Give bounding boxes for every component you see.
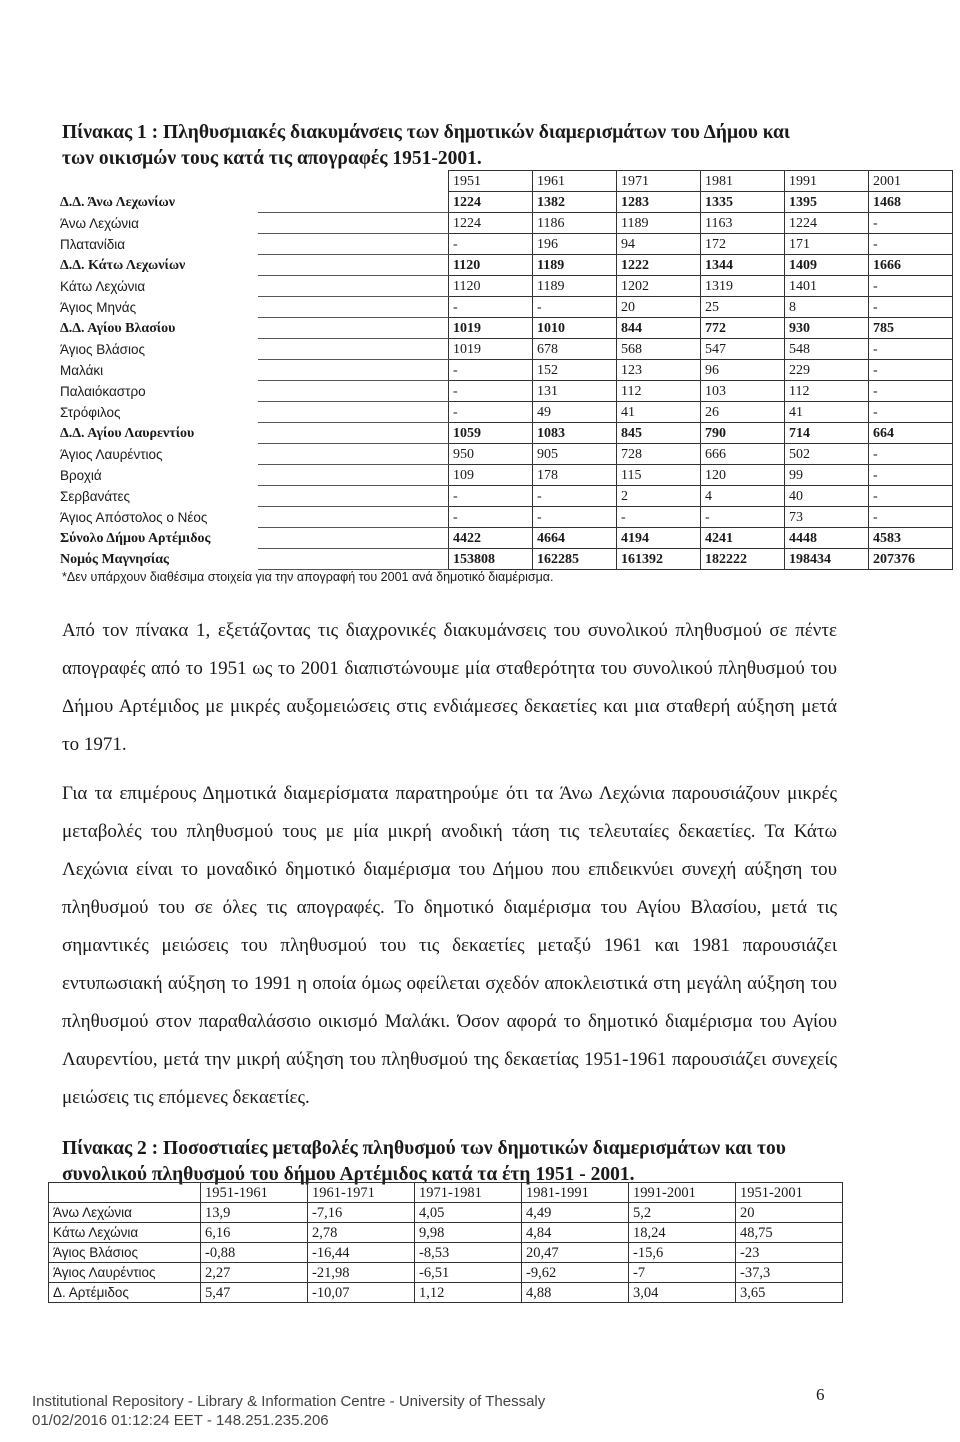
table1-value-cell: 123 xyxy=(617,360,701,381)
table1-row-label: Στρόφιλος xyxy=(60,405,121,420)
table1-value-cell: - xyxy=(449,402,533,423)
table1-value-cell: 131 xyxy=(533,381,617,402)
population-table xyxy=(60,170,953,570)
table1-value-cell: 207376 xyxy=(869,549,953,570)
table2-row xyxy=(49,1283,843,1303)
table2-value-cell: 20,47 xyxy=(522,1243,629,1263)
table1-value-cell: - xyxy=(869,444,953,465)
table1-row-label: Μαλάκι xyxy=(60,363,104,378)
table1-value-cell: 4 xyxy=(701,486,785,507)
table1-value-cell: 112 xyxy=(617,381,701,402)
table1-value-cell: 96 xyxy=(701,360,785,381)
table1-value-cell: 930 xyxy=(785,318,869,339)
table1-value-cell: 1120 xyxy=(449,276,533,297)
table1-value-cell: 1189 xyxy=(533,276,617,297)
table1-value-cell: - xyxy=(869,402,953,423)
table1-value-cell: - xyxy=(449,234,533,255)
table1-row xyxy=(258,255,953,276)
table1-row-label: Βροχιά xyxy=(60,468,102,483)
table1-row-label-cell xyxy=(60,507,449,528)
table1-row xyxy=(258,465,953,486)
table2-header-cell: 1981-1991 xyxy=(522,1183,629,1203)
table2-value-cell: -0,88 xyxy=(201,1243,308,1263)
table1-value-cell: 1019 xyxy=(449,318,533,339)
table1-value-cell: 198434 xyxy=(785,549,869,570)
table1-value-cell: 1189 xyxy=(533,255,617,276)
table1-value-cell: 547 xyxy=(701,339,785,360)
table1-value-cell: 1319 xyxy=(701,276,785,297)
table1-value-cell: 568 xyxy=(617,339,701,360)
table1-value-cell: - xyxy=(533,507,617,528)
table2-value-cell: -23 xyxy=(736,1243,843,1263)
table1-value-cell: 1468 xyxy=(869,192,953,213)
table1-row xyxy=(258,297,953,318)
table1-value-cell: 1224 xyxy=(785,213,869,234)
table1-value-cell: 49 xyxy=(533,402,617,423)
table1-row-label: Άνω Λεχώνια xyxy=(60,216,139,231)
table1-value-cell: 162285 xyxy=(533,549,617,570)
table1-header-cell: 1951 xyxy=(449,171,533,192)
table1-row-label-cell xyxy=(60,381,449,402)
table1-value-cell: 94 xyxy=(617,234,701,255)
table1-caption-line2: των οικισμών τους κατά τις απογραφές 1951-2001. xyxy=(62,148,482,169)
table1-row-label-cell xyxy=(60,465,449,486)
table2-value-cell: -16,44 xyxy=(308,1243,415,1263)
table1-row xyxy=(258,507,953,528)
table1-value-cell: 178 xyxy=(533,465,617,486)
table1-value-cell: 790 xyxy=(701,423,785,444)
table2-value-cell: -9,62 xyxy=(522,1263,629,1283)
table1-row-label-cell xyxy=(60,444,449,465)
table2-value-cell: 3,04 xyxy=(629,1283,736,1303)
table1-value-cell: 1202 xyxy=(617,276,701,297)
table1-row xyxy=(258,318,953,339)
table2-value-cell: -21,98 xyxy=(308,1263,415,1283)
table1-header-row xyxy=(258,171,953,192)
percentage-change-table xyxy=(48,1182,843,1303)
table2-value-cell: -15,6 xyxy=(629,1243,736,1263)
table1-value-cell: 109 xyxy=(449,465,533,486)
table2-value-cell: -7,16 xyxy=(308,1203,415,1223)
table2-row xyxy=(49,1243,843,1263)
table1-value-cell: 73 xyxy=(785,507,869,528)
table1-value-cell: 1189 xyxy=(617,213,701,234)
table1-value-cell: - xyxy=(869,297,953,318)
table1-caption xyxy=(62,120,852,172)
table1-value-cell: - xyxy=(449,486,533,507)
table1-value-cell: 115 xyxy=(617,465,701,486)
table1-row-label: Δ.Δ. Άνω Λεχωνίων xyxy=(60,194,175,210)
table2-caption: Πίνακας 2 : Ποσοστιαίες μεταβολές πληθυσμού των δημοτικών διαμερισμάτων και του συνολικού πληθυσμού του δήμου Αρτέμιδος κατά τα έτη 1951 - 2001. xyxy=(62,1138,786,1185)
table1-row-label: Άγιος Βλάσιος xyxy=(60,342,145,357)
table1-row-label-cell xyxy=(60,528,449,549)
table1-value-cell: 1344 xyxy=(701,255,785,276)
table1-value-cell: - xyxy=(869,339,953,360)
table1-value-cell: 905 xyxy=(533,444,617,465)
table1-row-label: Σερβανάτες xyxy=(60,489,131,504)
table1-value-cell: 950 xyxy=(449,444,533,465)
table1-value-cell: 4583 xyxy=(869,528,953,549)
table1-value-cell: 4422 xyxy=(449,528,533,549)
table1-value-cell: 666 xyxy=(701,444,785,465)
table2-value-cell: 4,49 xyxy=(522,1203,629,1223)
table2-value-cell: -10,07 xyxy=(308,1283,415,1303)
table1-value-cell: - xyxy=(449,507,533,528)
table1-row-label: Δ.Δ. Αγίου Λαυρεντίου xyxy=(60,426,195,441)
table2-header-cell: 1971-1981 xyxy=(415,1183,522,1203)
table2-header-cell xyxy=(49,1183,201,1203)
table1-value-cell: 1666 xyxy=(869,255,953,276)
table1-value-cell: 20 xyxy=(617,297,701,318)
table1-header-cell: 1981 xyxy=(701,171,785,192)
table2-value-cell: 2,78 xyxy=(308,1223,415,1243)
table1-row-label-cell xyxy=(60,360,449,381)
table2-value-cell: 3,65 xyxy=(736,1283,843,1303)
table1-value-cell: 171 xyxy=(785,234,869,255)
table1-value-cell: 41 xyxy=(617,402,701,423)
table2-value-cell: -37,3 xyxy=(736,1263,843,1283)
table2-value-cell: 13,9 xyxy=(201,1203,308,1223)
table1-value-cell: 1401 xyxy=(785,276,869,297)
table1-value-cell: 1186 xyxy=(533,213,617,234)
table1-caption-line1: Πίνακας 1 : Πληθυσμιακές διακυμάνσεις των δημοτικών διαμερισμάτων του Δήμου και xyxy=(62,122,790,143)
table1-row-label-cell xyxy=(60,339,449,360)
table1-value-cell: 1395 xyxy=(785,192,869,213)
table1-row-label: Πλατανίδια xyxy=(60,237,126,252)
table1-value-cell: 1163 xyxy=(701,213,785,234)
table1-row-label: Άγιος Απόστολος ο Νέος xyxy=(60,510,208,525)
table1-value-cell: - xyxy=(869,234,953,255)
table1-row-label-cell xyxy=(60,486,449,507)
table1-header-cell: 1961 xyxy=(533,171,617,192)
table1-value-cell: 1083 xyxy=(533,423,617,444)
paragraph-2: Για τα επιμέρους Δημοτικά διαμερίσματα παρατηρούμε ότι τα Άνω Λεχώνια παρουσιάζουν μικρές μεταβολές του πληθυσμού τους με μία μικρή ανοδική τάση τις τελευταίες δεκαετίες. Τα Κάτω Λεχώνια είναι το μοναδικό δημοτικό διαμέρισμα του Δήμου που επιδεικνύει συνεχή αύξηση του πληθυσμού του σε όλες τις απογραφές. Το δημοτικό διαμέρισμα του Αγίου Βλασίου, μετά τις σημαντικές μειώσεις του πληθυσμού του τις δεκαετίες μεταξύ 1961 και 1981 παρουσιάζει εντυπωσιακή αύξηση το 1991 η οποία όμως οφείλεται σχεδόν αποκλειστικά στη μεγάλη αύξηση του πληθυσμού στον παραθαλάσσιο οικισμό Μαλάκι. Όσον αφορά το δημοτικό διαμέρισμα του Αγίου Λαυρεντίου, μετά την μικρή αύξηση του πληθυσμού της δεκαετίας 1951-1961 παρουσιάζει συνεχείς μειώσεις τις επόμενες δεκαετίες. xyxy=(62,783,837,1108)
table2-header-cell: 1991-2001 xyxy=(629,1183,736,1203)
table2-row-label: Άγιος Λαυρέντιος xyxy=(49,1263,201,1283)
table1-row xyxy=(258,381,953,402)
table1-row xyxy=(258,213,953,234)
table1-row xyxy=(258,528,953,549)
table1-value-cell: 25 xyxy=(701,297,785,318)
table1-value-cell: 845 xyxy=(617,423,701,444)
table1-value-cell: 2 xyxy=(617,486,701,507)
table2-value-cell: -7 xyxy=(629,1263,736,1283)
table1-row xyxy=(258,549,953,570)
table1-value-cell: 153808 xyxy=(449,549,533,570)
table2-row xyxy=(49,1203,843,1223)
table2-value-cell: 6,16 xyxy=(201,1223,308,1243)
table2-row xyxy=(49,1263,843,1283)
table1-value-cell: 40 xyxy=(785,486,869,507)
table2-row-label: Κάτω Λεχώνια xyxy=(49,1223,201,1243)
table1-row xyxy=(258,234,953,255)
table1-value-cell: - xyxy=(449,360,533,381)
table1-value-cell: 229 xyxy=(785,360,869,381)
table1-value-cell: 548 xyxy=(785,339,869,360)
table1-value-cell: 99 xyxy=(785,465,869,486)
table1-value-cell: 1382 xyxy=(533,192,617,213)
table1-value-cell: - xyxy=(869,486,953,507)
table1-row xyxy=(258,339,953,360)
table1-value-cell: 728 xyxy=(617,444,701,465)
table1-value-cell: - xyxy=(869,213,953,234)
table1-value-cell: 1019 xyxy=(449,339,533,360)
table2-row-label: Άνω Λεχώνια xyxy=(49,1203,201,1223)
table1-value-cell: - xyxy=(701,507,785,528)
table1-row-label-cell xyxy=(60,297,449,318)
table1-row-label-cell xyxy=(60,276,449,297)
table2-header-cell: 1951-2001 xyxy=(736,1183,843,1203)
table1-header-cell: 2001 xyxy=(869,171,953,192)
table1-header-cell: 1971 xyxy=(617,171,701,192)
table1-value-cell: - xyxy=(449,381,533,402)
table2-value-cell: 4,88 xyxy=(522,1283,629,1303)
table1-row xyxy=(258,444,953,465)
table2-value-cell: -8,53 xyxy=(415,1243,522,1263)
table1-footnote: *Δεν υπάρχουν διαθέσιμα στοιχεία για την απογραφή του 2001 ανά δημοτικό διαμέρισμα. xyxy=(62,570,554,584)
table1-row-label-cell xyxy=(60,318,449,339)
page-number: 6 xyxy=(816,1385,825,1404)
table2-value-cell: 4,84 xyxy=(522,1223,629,1243)
table1-value-cell: 785 xyxy=(869,318,953,339)
table1-value-cell: 103 xyxy=(701,381,785,402)
table1-row xyxy=(258,423,953,444)
table1-value-cell: - xyxy=(533,297,617,318)
table1-value-cell: 196 xyxy=(533,234,617,255)
table1-row-label: Παλαιόκαστρο xyxy=(60,384,146,399)
table1-value-cell: 714 xyxy=(785,423,869,444)
table2-value-cell: -6,51 xyxy=(415,1263,522,1283)
table1-row-label-cell xyxy=(60,234,449,255)
table1-header-cell: 1991 xyxy=(785,171,869,192)
table2-header-cell: 1961-1971 xyxy=(308,1183,415,1203)
table1-value-cell: 4194 xyxy=(617,528,701,549)
table1-value-cell: 172 xyxy=(701,234,785,255)
table1-value-cell: 664 xyxy=(869,423,953,444)
table1-value-cell: 1409 xyxy=(785,255,869,276)
table1-value-cell: 152 xyxy=(533,360,617,381)
table1-row xyxy=(258,276,953,297)
table2-row-label: Δ. Αρτέμιδος xyxy=(49,1283,201,1303)
table1-value-cell: 8 xyxy=(785,297,869,318)
table1-row-label-cell xyxy=(60,213,449,234)
table1-row-label-cell xyxy=(60,402,449,423)
table1-row xyxy=(258,360,953,381)
table1-corner-cell xyxy=(258,171,449,192)
table1-row xyxy=(258,402,953,423)
table2-value-cell: 20 xyxy=(736,1203,843,1223)
paragraph-1: Από τον πίνακα 1, εξετάζοντας τις διαχρονικές διακυμάνσεις του συνολικού πληθυσμού σε πέντε απογραφές από το 1951 ως το 2001 διαπιστώνουμε μία σταθερότητα του συνολικού πληθυσμού του Δήμου Αρτέμιδος με μικρές αυξομειώσεις στις ενδιάμεσες δεκαετίες και μια σταθερή αύξηση μετά το 1971. xyxy=(62,620,837,755)
table1-row-label: Σύνολο Δήμου Αρτέμιδος xyxy=(60,531,211,546)
table2-value-cell: 1,12 xyxy=(415,1283,522,1303)
table1-value-cell: - xyxy=(869,276,953,297)
table1-value-cell: - xyxy=(869,381,953,402)
table1-value-cell: 1222 xyxy=(617,255,701,276)
table2-value-cell: 2,27 xyxy=(201,1263,308,1283)
table1-row-label: Κάτω Λεχώνια xyxy=(60,279,146,294)
table1-value-cell: 1224 xyxy=(449,213,533,234)
table1-value-cell: - xyxy=(869,465,953,486)
table1-value-cell: 1010 xyxy=(533,318,617,339)
table1-value-cell: 1120 xyxy=(449,255,533,276)
table1-value-cell: 4241 xyxy=(701,528,785,549)
table1-value-cell: 1059 xyxy=(449,423,533,444)
table1-row-label: Άγιος Λαυρέντιος xyxy=(60,447,163,462)
table1-value-cell: 182222 xyxy=(701,549,785,570)
table1-value-cell: 4448 xyxy=(785,528,869,549)
table1-value-cell: 1335 xyxy=(701,192,785,213)
repository-footer xyxy=(32,1392,545,1430)
table1-value-cell: 41 xyxy=(785,402,869,423)
table1-value-cell: 120 xyxy=(701,465,785,486)
table1-row-label: Δ.Δ. Κάτω Λεχωνίων xyxy=(60,258,186,273)
footer-timestamp-line: 01/02/2016 01:12:24 EET - 148.251.235.206 xyxy=(32,1412,329,1429)
table1-value-cell: 1224 xyxy=(449,192,533,213)
table2-value-cell: 18,24 xyxy=(629,1223,736,1243)
table1-row-label-cell xyxy=(60,549,449,570)
table1-value-cell: - xyxy=(869,507,953,528)
table2-header-cell: 1951-1961 xyxy=(201,1183,308,1203)
table2-row-label: Άγιος Βλάσιος xyxy=(49,1243,201,1263)
table1-row-label-cell xyxy=(60,255,449,276)
table1-value-cell: 112 xyxy=(785,381,869,402)
table1-row-label: Άγιος Μηνάς xyxy=(60,300,137,315)
table1-row-label: Νομός Μαγνησίας xyxy=(60,552,169,567)
table1-value-cell: 678 xyxy=(533,339,617,360)
table1-row xyxy=(258,486,953,507)
table1-row xyxy=(258,192,953,213)
table2-value-cell: 5,47 xyxy=(201,1283,308,1303)
table1-row-label-cell xyxy=(60,192,449,213)
footer-repository-line: Institutional Repository - Library & Information Centre - University of Thessaly xyxy=(32,1393,546,1410)
table1-value-cell: - xyxy=(449,297,533,318)
table2-header-row xyxy=(49,1183,843,1203)
table1-value-cell: 502 xyxy=(785,444,869,465)
table1-value-cell: - xyxy=(617,507,701,528)
table1-value-cell: - xyxy=(533,486,617,507)
table1-value-cell: 4664 xyxy=(533,528,617,549)
table2-value-cell: 9,98 xyxy=(415,1223,522,1243)
table2-row xyxy=(49,1223,843,1243)
table1-row-label: Δ.Δ. Αγίου Βλασίου xyxy=(60,321,176,336)
table2-value-cell: 48,75 xyxy=(736,1223,843,1243)
table1-value-cell: - xyxy=(869,360,953,381)
table1-value-cell: 772 xyxy=(701,318,785,339)
table2-value-cell: 4,05 xyxy=(415,1203,522,1223)
table1-row-label-cell xyxy=(60,423,449,444)
table2-value-cell: 5,2 xyxy=(629,1203,736,1223)
table1-value-cell: 26 xyxy=(701,402,785,423)
table1-value-cell: 1283 xyxy=(617,192,701,213)
table1-value-cell: 844 xyxy=(617,318,701,339)
table1-value-cell: 161392 xyxy=(617,549,701,570)
